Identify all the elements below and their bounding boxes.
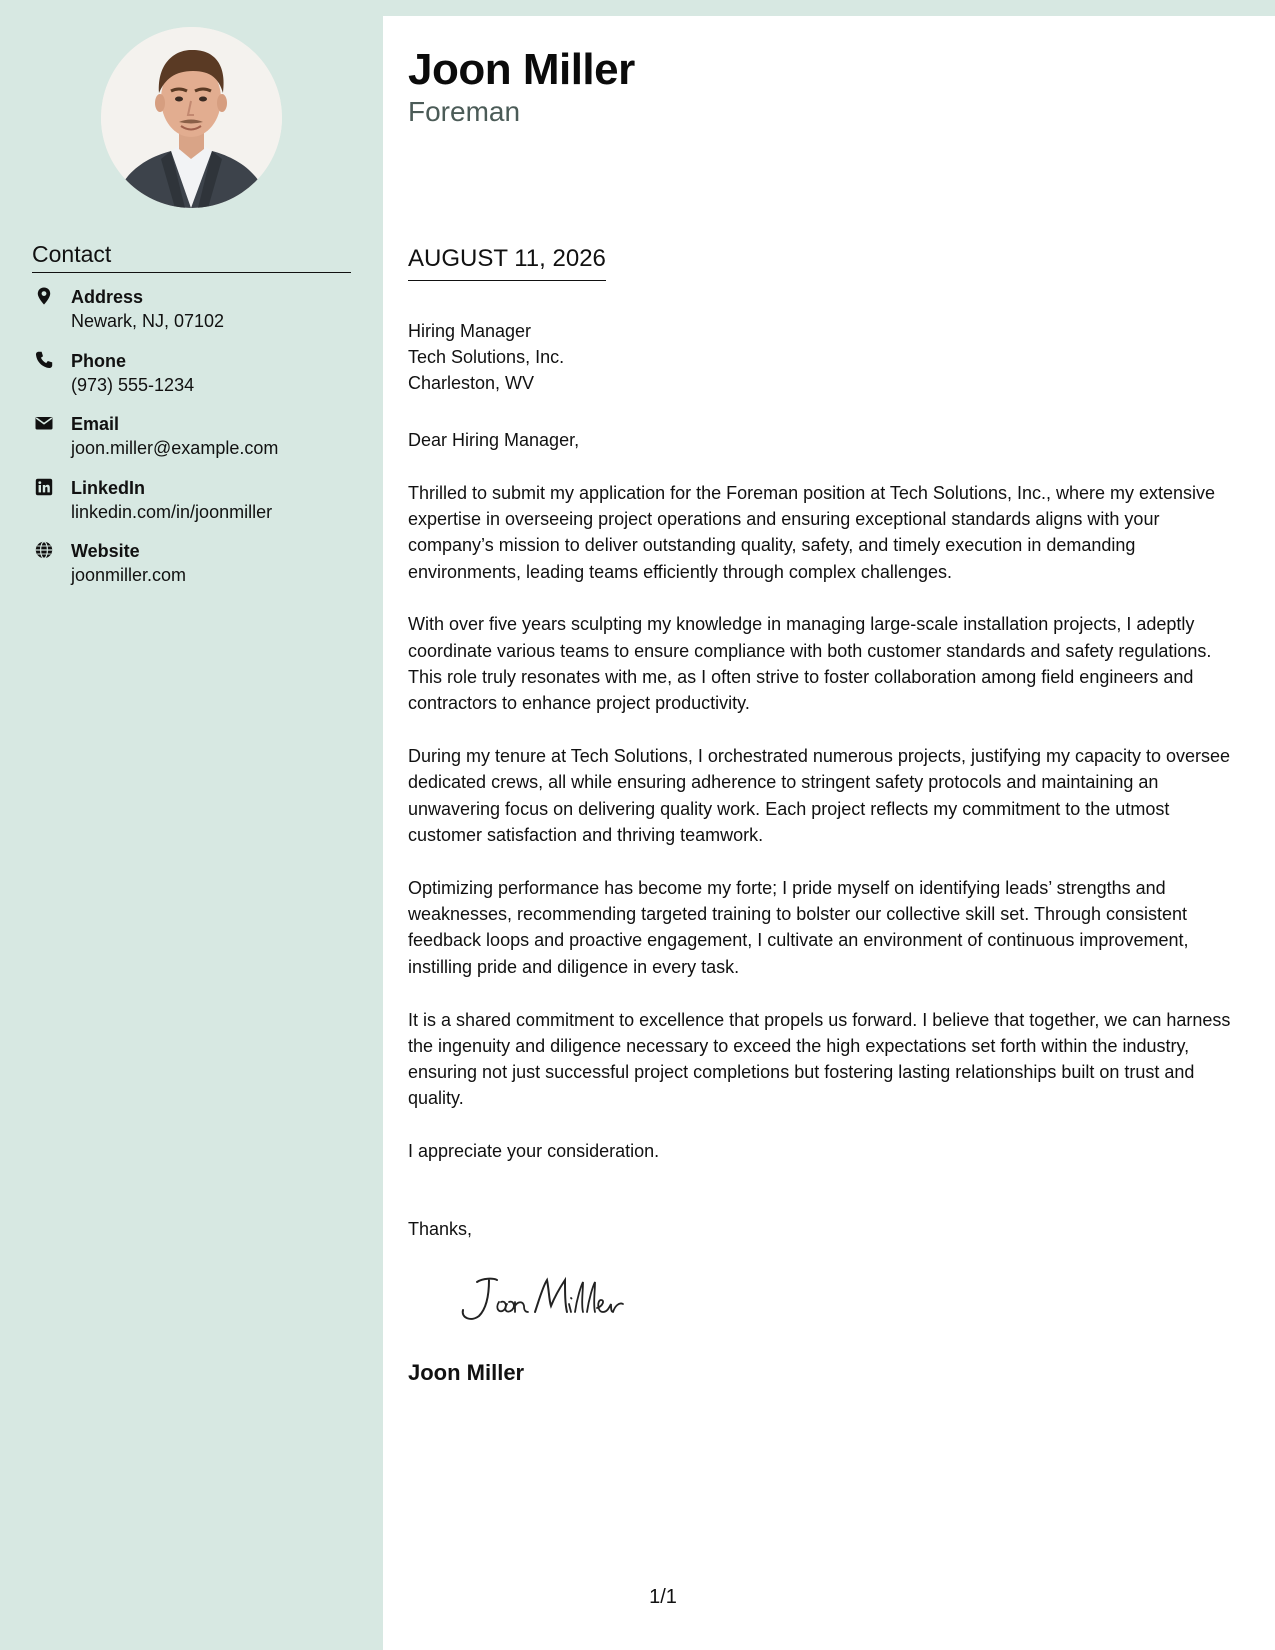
contact-email <box>32 412 362 476</box>
page-number: 1/1 <box>649 1586 677 1608</box>
recipient-line: Hiring Manager <box>408 321 532 341</box>
contact-linkedin <box>32 476 362 540</box>
contact-heading: Contact <box>32 240 351 273</box>
globe-icon <box>35 541 53 559</box>
contact-label: Email <box>71 414 120 434</box>
recipient-line: Tech Solutions, Inc. <box>408 347 565 367</box>
contact-value: joonmiller.com <box>71 565 187 585</box>
main-content <box>383 16 1275 1650</box>
salutation: Dear Hiring Manager, <box>408 430 580 450</box>
contact-value: joon.miller@example.com <box>71 438 279 458</box>
contact-website <box>32 539 362 603</box>
envelope-icon <box>35 414 53 432</box>
contact-value: Newark, NJ, 07102 <box>71 311 225 331</box>
letter-paragraph: With over five years sculpting my knowledge in managing large-scale installation projects, I adeptly coordinate various teams to ensure compliance with both customer standards and safety regulations. This role truly resonates with me, as I often strive to foster collaboration among field engineers and contractors to enhance project productivity. <box>408 614 1212 714</box>
contact-value: (973) 555-1234 <box>71 374 195 395</box>
contact-list <box>32 285 362 603</box>
job-title: Foreman <box>408 96 521 127</box>
contact-value: linkedin.com/in/joonmiller <box>71 501 273 522</box>
phone-icon <box>35 351 53 369</box>
closing: Thanks, <box>408 1219 473 1239</box>
recipient-block <box>408 318 564 396</box>
letter-paragraph: Optimizing performance has become my forte; I pride myself on identifying leads’ strengths and weaknesses, recommending targeted training to bolster our collective skill set. Through consistent feedback loops and proactive engagement, I cultivate an environment of continuous improvement, instilling pride and diligence in every task. <box>408 877 1189 977</box>
location-pin-icon <box>35 287 53 305</box>
letter-paragraph: It is a shared commitment to excellence that propels us forward. I believe that together, we can harness the ingenuity and diligence necessary to exceed the high expectations set forth within the industry, ensuring not just successful project completions but fostering lasting relationships built on trust and quality. <box>408 1009 1231 1109</box>
recipient-line: Charleston, WV <box>408 373 535 393</box>
letter-paragraph: I appreciate your consideration. <box>408 1141 660 1162</box>
contact-phone <box>32 349 362 413</box>
contact-label: LinkedIn <box>71 477 146 498</box>
letter-paragraph: Thrilled to submit my application for the Foreman position at Tech Solutions, Inc., where my extensive expertise in overseeing project operations and ensuring exceptional standards aligns with your company’s mission to deliver outstanding quality, safety, and timely execution in demanding environments, leading teams efficiently through complex challenges. <box>408 482 1216 582</box>
contact-label: Address <box>71 287 144 307</box>
letter-body <box>408 427 1244 1191</box>
linkedin-icon <box>35 478 53 496</box>
letter-paragraph: During my tenure at Tech Solutions, I orchestrated numerous projects, justifying my capacity to oversee dedicated crews, all while ensuring adherence to stringent safety protocols and maintaining an unwavering focus on delivering quality work. Each project reflects my commitment to the utmost customer satisfaction and thriving teamwork. <box>408 746 1231 846</box>
letter-date: AUGUST 11, 2026 <box>408 244 606 281</box>
contact-label: Phone <box>71 350 127 371</box>
sidebar <box>0 0 383 1650</box>
signature-image <box>443 1268 643 1328</box>
contact-label: Website <box>71 541 140 561</box>
contact-address <box>32 285 362 349</box>
profile-photo <box>101 27 282 208</box>
applicant-name: Joon Miller <box>408 45 635 94</box>
profile-photo-image <box>101 27 282 208</box>
signer-name: Joon Miller <box>408 1360 525 1385</box>
